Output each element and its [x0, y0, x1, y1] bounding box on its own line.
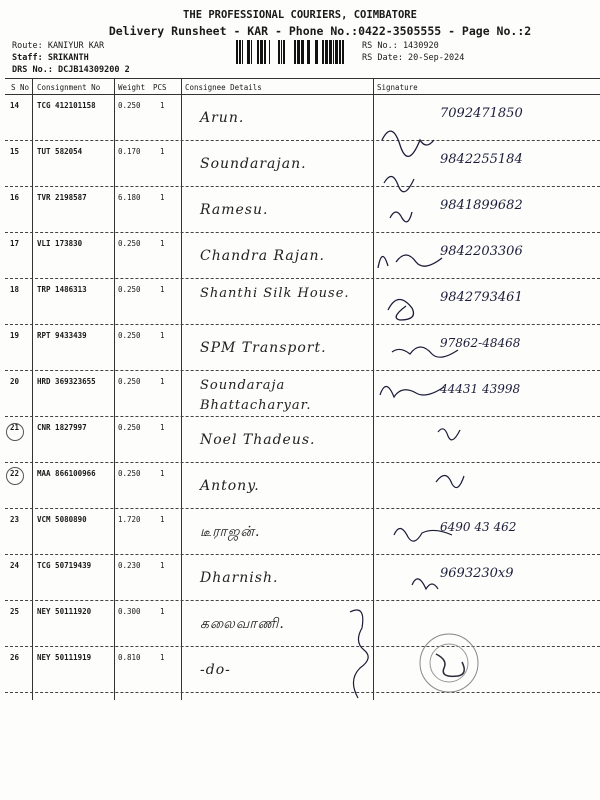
row-consignee-handwritten: Chandra Rajan.	[200, 248, 325, 264]
row-divider	[5, 324, 600, 325]
row-weight: 0.250	[118, 423, 141, 432]
row-pcs: 1	[160, 239, 165, 248]
row-sno: 24	[10, 561, 20, 570]
row-consignee-handwritten: டீராஜன்.	[200, 524, 261, 540]
row-weight: 0.250	[118, 377, 141, 386]
row-sno: 26	[10, 653, 20, 662]
row-divider	[5, 600, 600, 601]
row-consignment-no: CNR 1827997	[37, 423, 87, 432]
row-divider	[5, 140, 600, 141]
col-divider	[32, 78, 33, 700]
row-divider	[5, 508, 600, 509]
row-signature-phone: 6490 43 462	[440, 520, 517, 534]
row-weight: 0.810	[118, 653, 141, 662]
row-pcs: 1	[160, 331, 165, 340]
row-divider	[5, 554, 600, 555]
row-consignment-no: NEY 50111920	[37, 607, 92, 616]
row-weight: 0.250	[118, 285, 141, 294]
col-header-pcs: PCS	[153, 83, 167, 92]
row-divider	[5, 462, 600, 463]
barcode-bar	[283, 40, 285, 64]
row-sno: 22	[10, 469, 20, 478]
row-consignment-no: TCG 412101158	[37, 101, 96, 110]
drs-number: DRS No.: DCJB14309200 2	[12, 65, 130, 75]
row-sno: 20	[10, 377, 20, 386]
barcode-bar	[333, 40, 334, 64]
barcode-bar	[335, 40, 338, 64]
row-sno: 18	[10, 285, 20, 294]
row-pcs: 1	[160, 469, 165, 478]
barcode-bar	[315, 40, 318, 64]
barcode-bar	[251, 40, 252, 64]
row-signature-phone: 9693230x9	[440, 566, 514, 581]
row-pcs: 1	[160, 515, 165, 524]
row-weight: 0.230	[118, 561, 141, 570]
rs-date: RS Date: 20-Sep-2024	[362, 53, 465, 63]
row-weight: 0.170	[118, 147, 141, 156]
row-consignee-handwritten: SPM Transport.	[200, 340, 327, 356]
col-header-consignment: Consignment No	[37, 83, 101, 92]
row-mark-circle	[6, 423, 24, 441]
row-signature-phone: 9842203306	[440, 244, 523, 259]
company-title: THE PROFESSIONAL COURIERS, COIMBATORE	[183, 9, 417, 21]
row-weight: 0.300	[118, 607, 141, 616]
row-pcs: 1	[160, 147, 165, 156]
col-header-weight: Weight	[118, 83, 146, 92]
row-consignment-no: NEY 50111919	[37, 653, 92, 662]
row-divider	[5, 646, 600, 647]
row-sno: 23	[10, 515, 20, 524]
barcode-bar	[247, 40, 250, 64]
row-sno: 21	[10, 423, 20, 432]
row-signature-phone: 7092471850	[440, 106, 523, 121]
col-divider	[114, 78, 115, 700]
barcode-bar	[264, 40, 266, 64]
col-header-consignee: Consignee Details	[185, 83, 262, 92]
col-divider	[181, 78, 182, 700]
row-divider	[5, 692, 600, 693]
col-header-sno: S No	[11, 83, 30, 92]
barcode-bar	[242, 40, 243, 64]
row-pcs: 1	[160, 607, 165, 616]
barcode-bar	[339, 40, 341, 64]
barcode-bar	[301, 40, 304, 64]
row-weight: 0.250	[118, 331, 141, 340]
staff-label: Staff: SRIKANTH	[12, 53, 89, 63]
row-consignment-no: TRP 1486313	[37, 285, 87, 294]
row-divider	[5, 370, 600, 371]
barcode-bar	[281, 40, 282, 64]
row-signature-phone: 9841899682	[440, 198, 523, 213]
row-consignee-handwritten: Noel Thadeus.	[200, 432, 316, 448]
row-weight: 1.720	[118, 515, 141, 524]
row-pcs: 1	[160, 101, 165, 110]
table-top-border	[5, 78, 600, 79]
row-sno: 25	[10, 607, 20, 616]
row-divider	[5, 232, 600, 233]
route-label: Route: KANIYUR KAR	[12, 41, 105, 51]
barcode-bar	[239, 40, 241, 64]
rs-number: RS No.: 1430920	[362, 41, 439, 51]
row-consignee-handwritten: Antony.	[200, 478, 260, 494]
row-weight: 6.180	[118, 193, 141, 202]
barcode-bar	[278, 40, 280, 64]
row-consignee-handwritten: Shanthi Silk House.	[200, 286, 350, 301]
row-consignment-no: HRD 369323655	[37, 377, 96, 386]
row-consignee-handwritten: Soundaraja Bhattacharyar.	[200, 378, 312, 413]
row-weight: 0.250	[118, 239, 141, 248]
row-pcs: 1	[160, 653, 165, 662]
row-pcs: 1	[160, 423, 165, 432]
barcode-bar	[236, 40, 238, 64]
row-divider	[5, 416, 600, 417]
row-consignment-no: TVR 2198587	[37, 193, 87, 202]
col-header-signature: Signature	[377, 83, 418, 92]
row-sno: 17	[10, 239, 20, 248]
barcode-bar	[307, 40, 310, 64]
barcode-bar	[269, 40, 270, 64]
barcode-bar	[342, 40, 344, 64]
barcode-bar	[325, 40, 328, 64]
barcode	[236, 40, 354, 64]
row-consignment-no: TCG 50719439	[37, 561, 92, 570]
barcode-bar	[322, 40, 324, 64]
row-pcs: 1	[160, 285, 165, 294]
barcode-bar	[260, 40, 263, 64]
barcode-bar	[329, 40, 332, 64]
row-signature-phone: 9842255184	[440, 152, 523, 167]
row-consignment-no: RPT 9433439	[37, 331, 87, 340]
row-consignment-no: MAA 866100966	[37, 469, 96, 478]
row-sno: 14	[10, 101, 20, 110]
row-divider	[5, 186, 600, 187]
row-signature-phone: 97862-48468	[440, 336, 521, 350]
row-consignee-handwritten: Ramesu.	[200, 202, 269, 218]
row-consignee-handwritten: Dharnish.	[200, 570, 279, 586]
col-divider	[373, 78, 374, 700]
row-sno: 15	[10, 147, 20, 156]
row-consignee-handwritten: கலைவாணி.	[200, 616, 285, 632]
row-pcs: 1	[160, 193, 165, 202]
row-divider	[5, 278, 600, 279]
row-weight: 0.250	[118, 101, 141, 110]
row-sno: 16	[10, 193, 20, 202]
row-pcs: 1	[160, 377, 165, 386]
row-consignment-no: TUT 582054	[37, 147, 83, 156]
barcode-bar	[257, 40, 259, 64]
runsheet-title: Delivery Runsheet - KAR - Phone No.:0422-3505555 - Page No.:2	[108, 24, 532, 38]
row-signature-phone: 44431 43998	[440, 382, 521, 396]
row-weight: 0.250	[118, 469, 141, 478]
header-bottom-border	[5, 94, 600, 95]
barcode-bar	[294, 40, 296, 64]
row-sno: 19	[10, 331, 20, 340]
row-consignee-handwritten: -do-	[200, 662, 231, 678]
row-consignment-no: VLI 173830	[37, 239, 83, 248]
row-consignee-handwritten: Arun.	[200, 110, 245, 126]
row-consignee-handwritten: Soundarajan.	[200, 156, 307, 172]
row-mark-circle	[6, 467, 24, 485]
row-consignment-no: VCM 5080890	[37, 515, 87, 524]
row-signature-phone: 9842793461	[440, 290, 523, 305]
delivery-stamp	[418, 632, 480, 694]
row-pcs: 1	[160, 561, 165, 570]
barcode-bar	[297, 40, 300, 64]
